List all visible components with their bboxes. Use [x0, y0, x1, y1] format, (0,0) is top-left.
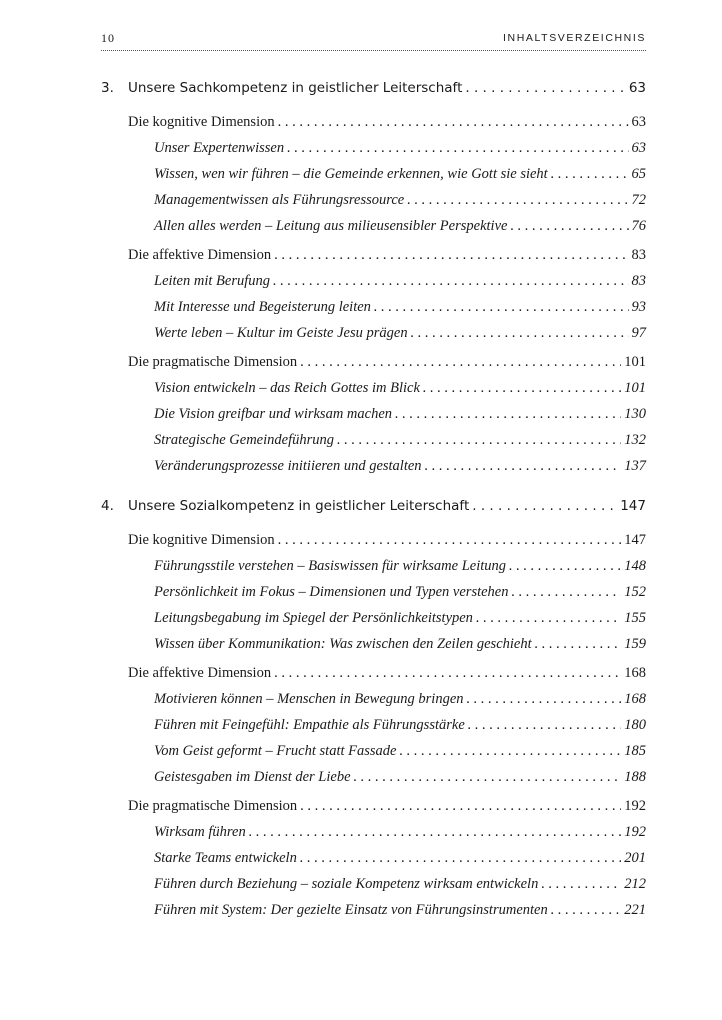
- toc-subsection-page-number: 188: [624, 769, 646, 785]
- toc-section: [128, 665, 646, 691]
- table-of-contents: [101, 80, 646, 928]
- toc-subsection-page-number: 159: [624, 636, 646, 652]
- toc-subsection: [154, 769, 646, 795]
- dot-leader: [278, 532, 622, 549]
- toc-subsection-title: Veränderungsprozesse initiieren und gestalten: [154, 458, 422, 474]
- dot-leader: [273, 273, 629, 290]
- toc-subsection-title: Wissen über Kommunikation: Was zwischen den Zeilen geschieht: [154, 636, 532, 652]
- toc-subsection-page-number: 148: [624, 558, 646, 574]
- dot-leader: [509, 558, 621, 575]
- dot-leader: [510, 218, 628, 235]
- toc-subsection-page-number: 132: [624, 432, 646, 448]
- toc-subsection-page-number: 180: [624, 717, 646, 733]
- dot-leader: [274, 665, 621, 682]
- toc-subsection-title: Allen alles werden – Leitung aus milieusensibler Perspektive: [154, 218, 508, 234]
- dot-leader: [467, 691, 622, 708]
- toc-subsection-title: Unser Expertenwissen: [154, 140, 285, 156]
- dot-leader: [535, 636, 622, 653]
- toc-subsection-page-number: 201: [624, 850, 646, 866]
- toc-subsection: [154, 192, 646, 218]
- toc-section-page-number: 101: [624, 354, 646, 370]
- toc-subsection-title: Führen mit Feingefühl: Empathie als Führungsstärke: [154, 717, 465, 733]
- toc-subsection-page-number: 185: [624, 743, 646, 759]
- dot-leader: [300, 354, 621, 371]
- toc-subsection-title: Führen durch Beziehung – soziale Kompetenz wirksam entwickeln: [154, 876, 539, 892]
- toc-subsection: [154, 273, 646, 299]
- toc-subsection-page-number: 83: [631, 273, 646, 289]
- toc-subsection-title: Vision entwickeln – das Reich Gottes im Blick: [154, 380, 420, 396]
- toc-section-page-number: 192: [624, 798, 646, 814]
- dot-leader: [465, 80, 625, 96]
- dot-leader: [399, 743, 621, 760]
- dot-leader: [476, 610, 621, 627]
- toc-subsection-title: Die Vision greifbar und wirksam machen: [154, 406, 393, 422]
- dot-leader: [423, 380, 621, 397]
- toc-subsection-title: Starke Teams entwickeln: [154, 850, 297, 866]
- toc-subsection-title: Leitungsbegabung im Spiegel der Persönlichkeitstypen: [154, 610, 473, 626]
- toc-subsection: [154, 691, 646, 717]
- toc-subsection-page-number: 63: [631, 140, 646, 156]
- dot-leader: [249, 824, 622, 841]
- toc-section-page-number: 168: [624, 665, 646, 681]
- toc-section: [128, 114, 646, 140]
- dot-leader: [354, 769, 622, 786]
- toc-subsection-page-number: 152: [624, 584, 646, 600]
- toc-section: [128, 532, 646, 558]
- chapter-number: 4.: [101, 498, 114, 514]
- toc-section-title: Die affektive Dimension: [128, 247, 272, 263]
- toc-subsection-title: Wirksam führen: [154, 824, 246, 840]
- toc-section-title: Die kognitive Dimension: [128, 532, 275, 548]
- dot-leader: [472, 498, 617, 514]
- dot-leader: [337, 432, 621, 449]
- toc-subsection-title: Managementwissen als Führungsressource: [154, 192, 405, 208]
- dot-leader: [300, 798, 621, 815]
- toc-subsection-page-number: 192: [624, 824, 646, 840]
- toc-subsection-page-number: 72: [631, 192, 646, 208]
- toc-subsection-title: Mit Interesse und Begeisterung leiten: [154, 299, 371, 315]
- toc-subsection: [154, 140, 646, 166]
- dot-leader: [551, 166, 629, 183]
- toc-subsection: [154, 558, 646, 584]
- toc-subsection: [154, 902, 646, 928]
- dot-leader: [541, 876, 621, 893]
- dot-leader: [512, 584, 622, 601]
- toc-subsection: [154, 610, 646, 636]
- toc-subsection: [154, 717, 646, 743]
- toc-subsection-title: Vom Geist geformt – Frucht statt Fassade: [154, 743, 397, 759]
- toc-section-page-number: 63: [631, 114, 646, 130]
- toc-subsection: [154, 876, 646, 902]
- toc-subsection: [154, 166, 646, 192]
- toc-chapter: [101, 498, 646, 524]
- dot-leader: [374, 299, 629, 316]
- dot-leader: [468, 717, 621, 734]
- toc-subsection-page-number: 155: [624, 610, 646, 626]
- dot-leader: [395, 406, 621, 423]
- toc-subsection-title: Führen mit System: Der gezielte Einsatz von Führungsinstrumenten: [154, 902, 548, 918]
- toc-subsection-title: Wissen, wen wir führen – die Gemeinde erkennen, wie Gott sie sieht: [154, 166, 548, 182]
- toc-section-title: Die kognitive Dimension: [128, 114, 275, 130]
- running-header: [101, 28, 646, 51]
- toc-section: [128, 798, 646, 824]
- toc-section: [128, 247, 646, 273]
- toc-subsection-title: Werte leben – Kultur im Geiste Jesu prägen: [154, 325, 408, 341]
- toc-subsection: [154, 743, 646, 769]
- toc-section-title: Die affektive Dimension: [128, 665, 272, 681]
- dot-leader: [278, 114, 629, 131]
- toc-subsection-page-number: 93: [631, 299, 646, 315]
- header-title: INHALTSVERZEICHNIS: [503, 32, 646, 44]
- toc-subsection-page-number: 76: [631, 218, 646, 234]
- toc-subsection-title: Führungsstile verstehen – Basiswissen für wirksame Leitung: [154, 558, 507, 574]
- toc-subsection: [154, 325, 646, 351]
- toc-subsection: [154, 406, 646, 432]
- toc-subsection-title: Strategische Gemeindeführung: [154, 432, 335, 448]
- toc-subsection-page-number: 168: [624, 691, 646, 707]
- chapter-number: 3.: [101, 80, 114, 96]
- toc-subsection-title: Motivieren können – Menschen in Bewegung bringen: [154, 691, 464, 707]
- dot-leader: [300, 850, 621, 867]
- toc-chapter-title: Unsere Sozialkompetenz in geistlicher Leiterschaft: [128, 498, 470, 514]
- toc-section-title: Die pragmatische Dimension: [128, 354, 298, 370]
- header-page-number: 10: [101, 31, 115, 45]
- toc-subsection-page-number: 130: [624, 406, 646, 422]
- toc-subsection-page-number: 212: [624, 876, 646, 892]
- toc-subsection-page-number: 65: [631, 166, 646, 182]
- toc-chapter-title: Unsere Sachkompetenz in geistlicher Leiterschaft: [128, 80, 463, 96]
- toc-chapter-page-number: 63: [628, 80, 646, 96]
- toc-subsection: [154, 432, 646, 458]
- dot-leader: [551, 902, 622, 919]
- dot-leader: [425, 458, 622, 475]
- toc-subsection: [154, 636, 646, 662]
- toc-subsection-page-number: 97: [631, 325, 646, 341]
- toc-subsection-title: Geistesgaben im Dienst der Liebe: [154, 769, 351, 785]
- toc-subsection-page-number: 101: [624, 380, 646, 396]
- toc-subsection: [154, 584, 646, 610]
- toc-subsection: [154, 824, 646, 850]
- toc-subsection: [154, 380, 646, 406]
- toc-subsection-page-number: 137: [624, 458, 646, 474]
- toc-subsection: [154, 458, 646, 484]
- toc-subsection-page-number: 221: [624, 902, 646, 918]
- toc-subsection: [154, 218, 646, 244]
- toc-section: [128, 354, 646, 380]
- toc-section-page-number: 147: [624, 532, 646, 548]
- toc-section-page-number: 83: [631, 247, 646, 263]
- toc-subsection-title: Persönlichkeit im Fokus – Dimensionen und Typen verstehen: [154, 584, 509, 600]
- toc-subsection: [154, 299, 646, 325]
- dot-leader: [287, 140, 628, 157]
- dot-leader: [274, 247, 628, 264]
- dot-leader: [407, 192, 628, 209]
- toc-subsection-title: Leiten mit Berufung: [154, 273, 270, 289]
- toc-section-title: Die pragmatische Dimension: [128, 798, 298, 814]
- toc-subsection: [154, 850, 646, 876]
- toc-chapter: [101, 80, 646, 106]
- dot-leader: [411, 325, 629, 342]
- toc-chapter-page-number: 147: [620, 498, 646, 514]
